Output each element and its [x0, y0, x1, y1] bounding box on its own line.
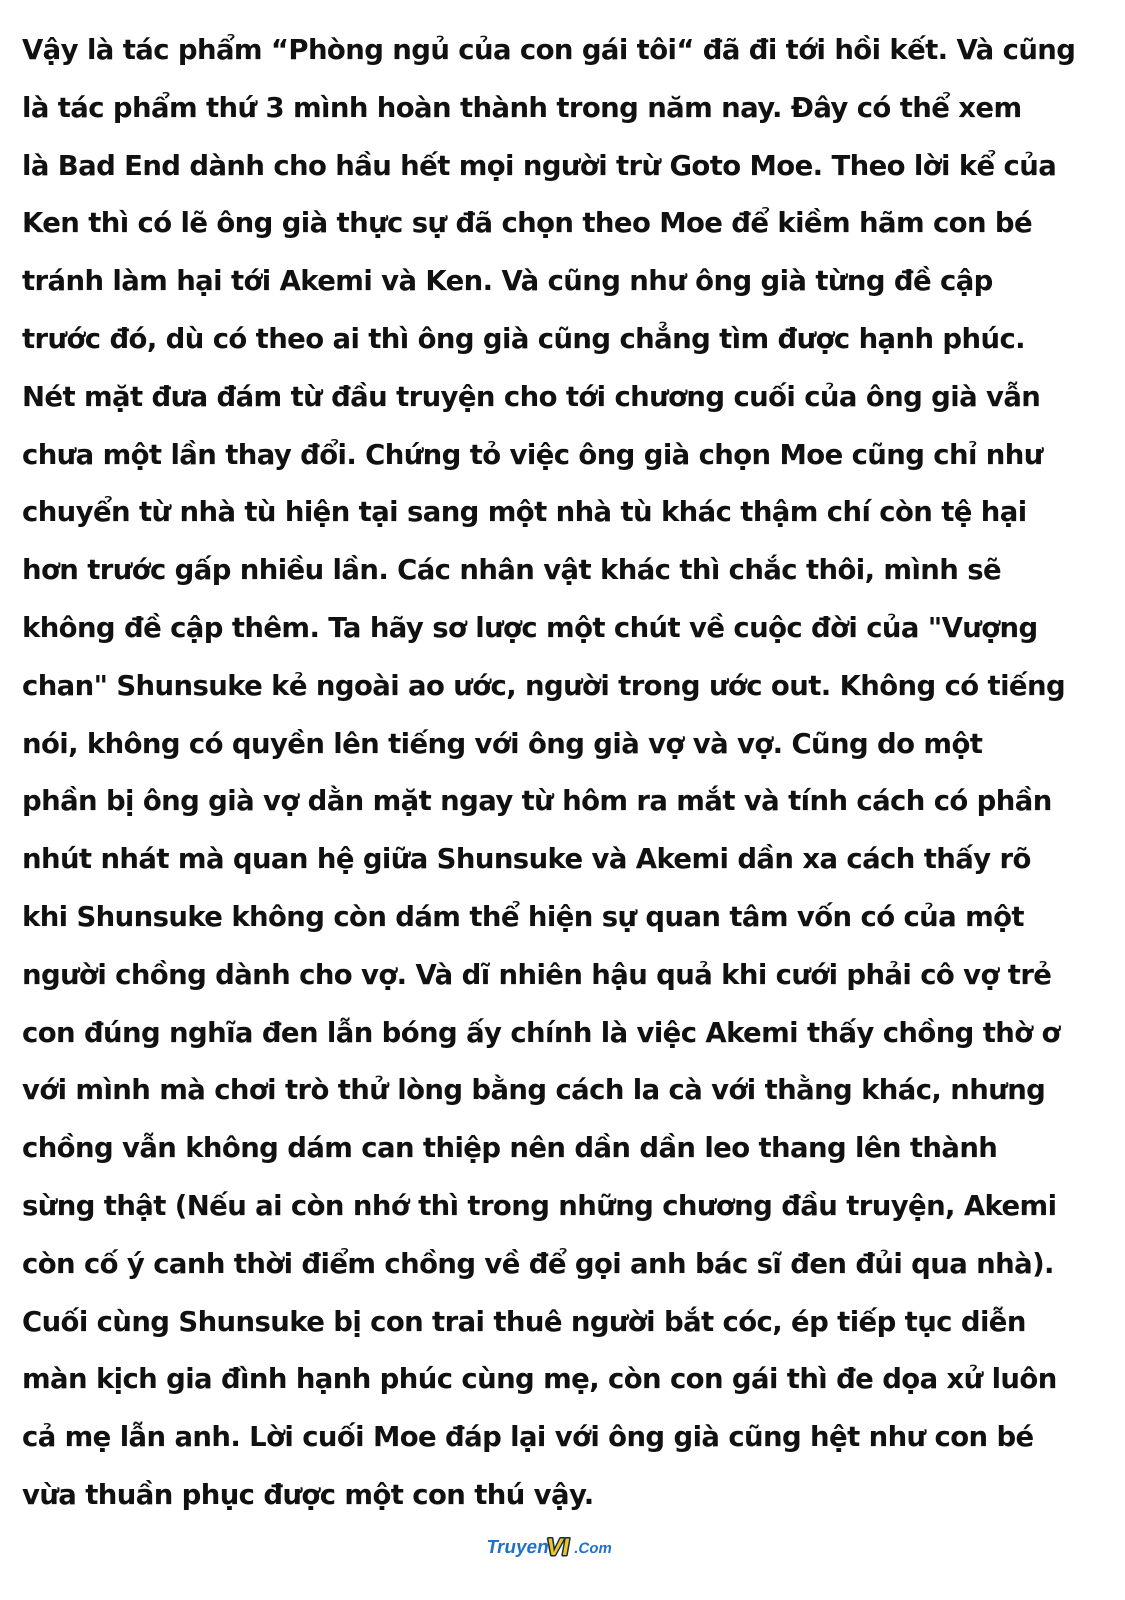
text-line: con đúng nghĩa đen lẫn bóng ấy chính là việc Akemi thấy chồng thờ ơ: [22, 1016, 1060, 1049]
text-line: Vậy là tác phẩm “Phòng ngủ của con gái tôi“ đã đi tới hồi kết. Và cũng: [22, 34, 1076, 66]
text-line: chồng vẫn không dám can thiệp nên dần dần leo thang lên thành: [22, 1132, 998, 1165]
text-line: với mình mà chơi trò thử lòng bằng cách la cà với thằng khác, nhưng: [22, 1074, 1046, 1107]
text-line: vừa thuần phục được một con thú vậy.: [22, 1478, 594, 1511]
text-line: người chồng dành cho vợ. Và dĩ nhiên hậu quả khi cưới phải cô vợ trẻ: [22, 958, 1052, 991]
text-line: trước đó, dù có theo ai thì ông già cũng chẳng tìm được hạnh phúc.: [22, 322, 1026, 355]
text-line: là tác phẩm thứ 3 mình hoàn thành trong năm nay. Đây có thể xem: [22, 91, 1022, 124]
text-line: Cuối cùng Shunsuke bị con trai thuê người bắt cóc, ép tiếp tục diễn: [22, 1305, 1026, 1338]
text-line: cả mẹ lẫn anh. Lời cuối Moe đáp lại với ông già cũng hệt như con bé: [22, 1421, 1034, 1454]
watermark-text-mid: VI: [544, 1534, 572, 1561]
text-line: sừng thật (Nếu ai còn nhớ thì trong những chương đầu truyện, Akemi: [22, 1189, 1057, 1222]
site-watermark-logo: [480, 1528, 620, 1562]
text-line: nhút nhát mà quan hệ giữa Shunsuke và Akemi dần xa cách thấy rõ: [22, 843, 1031, 876]
text-line: chuyển từ nhà tù hiện tại sang một nhà tù khác thậm chí còn tệ hại: [22, 496, 1027, 529]
text-line: nói, không có quyền lên tiếng với ông già vợ và vợ. Cũng do một: [22, 727, 983, 760]
text-line: khi Shunsuke không còn dám thể hiện sự quan tâm vốn có của một: [22, 900, 1024, 933]
text-line: tránh làm hại tới Akemi và Ken. Và cũng như ông già từng đề cập: [22, 265, 993, 298]
text-line: là Bad End dành cho hầu hết mọi người trừ Goto Moe. Theo lời kể của: [22, 149, 1057, 182]
watermark-text-right: .Com: [572, 1540, 614, 1557]
text-line: hơn trước gấp nhiều lần. Các nhân vật khác thì chắc thôi, mình sẽ: [22, 554, 1002, 587]
text-line: Ken thì có lẽ ông già thực sự đã chọn theo Moe để kiềm hãm con bé: [22, 207, 1033, 240]
text-line: màn kịch gia đình hạnh phúc cùng mẹ, còn con gái thì đe dọa xử luôn: [22, 1363, 1057, 1396]
text-line: còn cố ý canh thời điểm chồng về để gọi anh bác sĩ đen đủi qua nhà).: [22, 1247, 1054, 1280]
watermark-logo-icon: [480, 1528, 620, 1562]
watermark-text-left: Truyen: [484, 1537, 551, 1558]
text-line: Nét mặt đưa đám từ đầu truyện cho tới chương cuối của ông già vẫn: [22, 380, 1041, 413]
body-text: [22, 22, 1102, 1525]
text-line: không đề cập thêm. Ta hãy sơ lược một chút về cuộc đời của "Vượng: [22, 611, 1038, 644]
text-line: phần bị ông già vợ dằn mặt ngay từ hôm ra mắt và tính cách có phần: [22, 785, 1052, 818]
text-line: chưa một lần thay đổi. Chứng tỏ việc ông già chọn Moe cũng chỉ như: [22, 438, 1043, 471]
text-line: chan" Shunsuke kẻ ngoài ao ước, người trong ước out. Không có tiếng: [22, 669, 1066, 702]
